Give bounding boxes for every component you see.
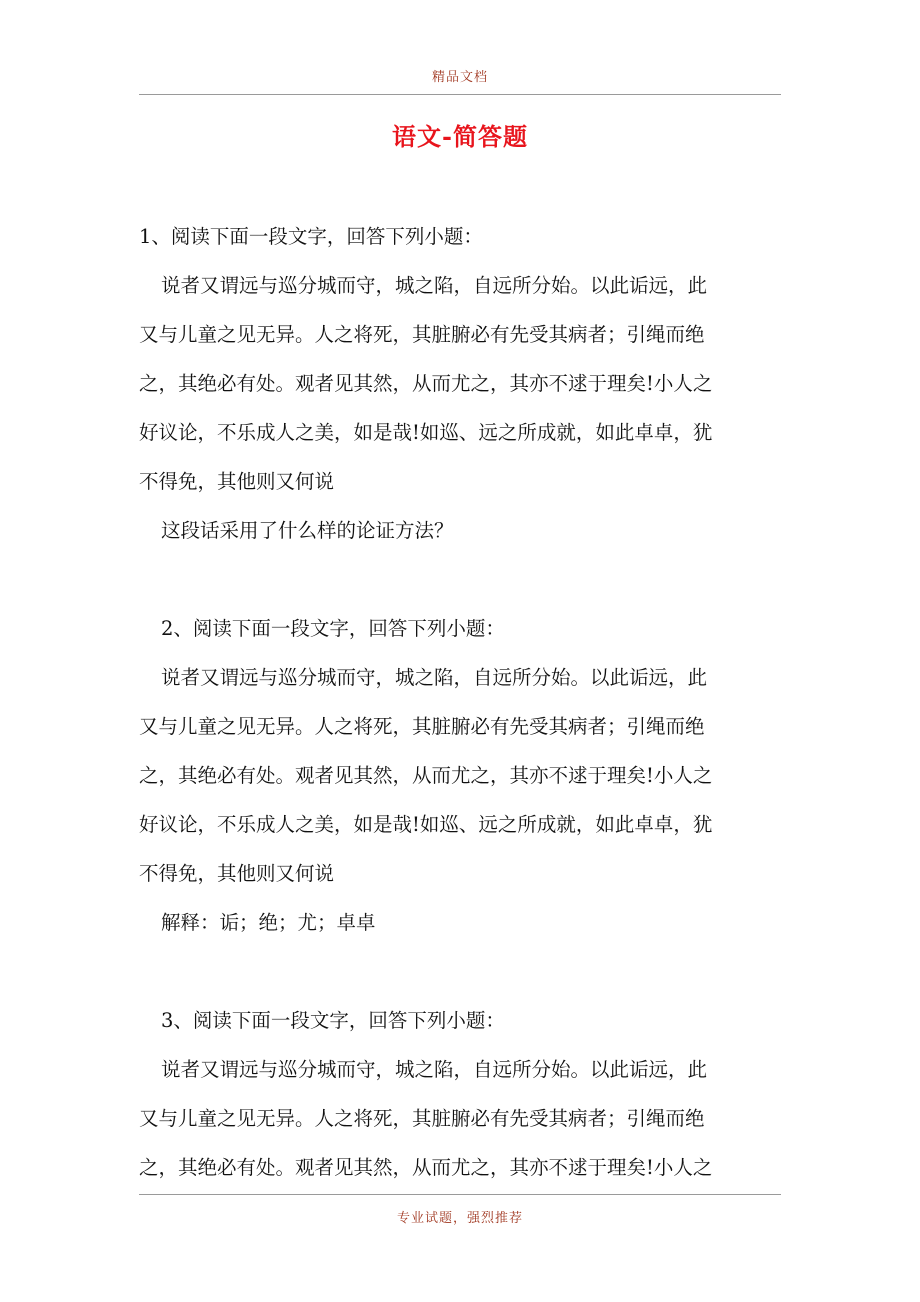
question-2-passage-line: 又与儿童之见无异。人之将死，其脏腑必有先受其病者；引绳而绝: [139, 715, 705, 738]
footer-divider: [139, 1194, 781, 1195]
question-1-passage-line: 不得免，其他则又何说: [139, 470, 335, 493]
question-1-prompt: 1、阅读下面一段文字，回答下列小题：: [139, 225, 483, 248]
document-title: 语文-简答题: [392, 122, 528, 151]
question-1-ask: 这段话采用了什么样的论证方法？: [161, 519, 454, 542]
header-divider: [139, 94, 781, 95]
page-header: 精品文档: [431, 70, 488, 85]
section-gap: [139, 555, 781, 604]
document-body: [139, 212, 781, 1192]
page-footer: 专业试题，强烈推荐: [396, 1211, 523, 1226]
question-1-passage-line: 又与儿童之见无异。人之将死，其脏腑必有先受其病者；引绳而绝: [139, 323, 705, 346]
question-1-passage-line: 之，其绝必有处。观者见其然，从而尤之，其亦不逑于理矣!小人之: [139, 372, 713, 395]
question-3-passage-line: 之，其绝必有处。观者见其然，从而尤之，其亦不逑于理矣!小人之: [139, 1156, 713, 1179]
question-1-passage-line: 好议论，不乐成人之美，如是哉!如巡、远之所成就，如此卓卓，犹: [139, 421, 713, 444]
question-2-passage-line: 说者又谓远与巡分城而守，城之陷，自远所分始。以此诟远，此: [161, 666, 708, 689]
question-1-passage-line: 说者又谓远与巡分城而守，城之陷，自远所分始。以此诟远，此: [161, 274, 708, 297]
question-2-passage-line: 之，其绝必有处。观者见其然，从而尤之，其亦不逑于理矣!小人之: [139, 764, 713, 787]
question-2-passage-line: 不得免，其他则又何说: [139, 862, 335, 885]
question-2-ask: 解释：诟；绝；尤；卓卓: [161, 911, 376, 934]
question-3-passage-line: 说者又谓远与巡分城而守，城之陷，自远所分始。以此诟远，此: [161, 1058, 708, 1081]
question-2-passage-line: 好议论，不乐成人之美，如是哉!如巡、远之所成就，如此卓卓，犹: [139, 813, 713, 836]
section-gap: [139, 947, 781, 996]
question-2-prompt: 2、阅读下面一段文字，回答下列小题：: [161, 617, 505, 640]
question-3-prompt: 3、阅读下面一段文字，回答下列小题：: [161, 1009, 505, 1032]
question-3-passage-line: 又与儿童之见无异。人之将死，其脏腑必有先受其病者；引绳而绝: [139, 1107, 705, 1130]
